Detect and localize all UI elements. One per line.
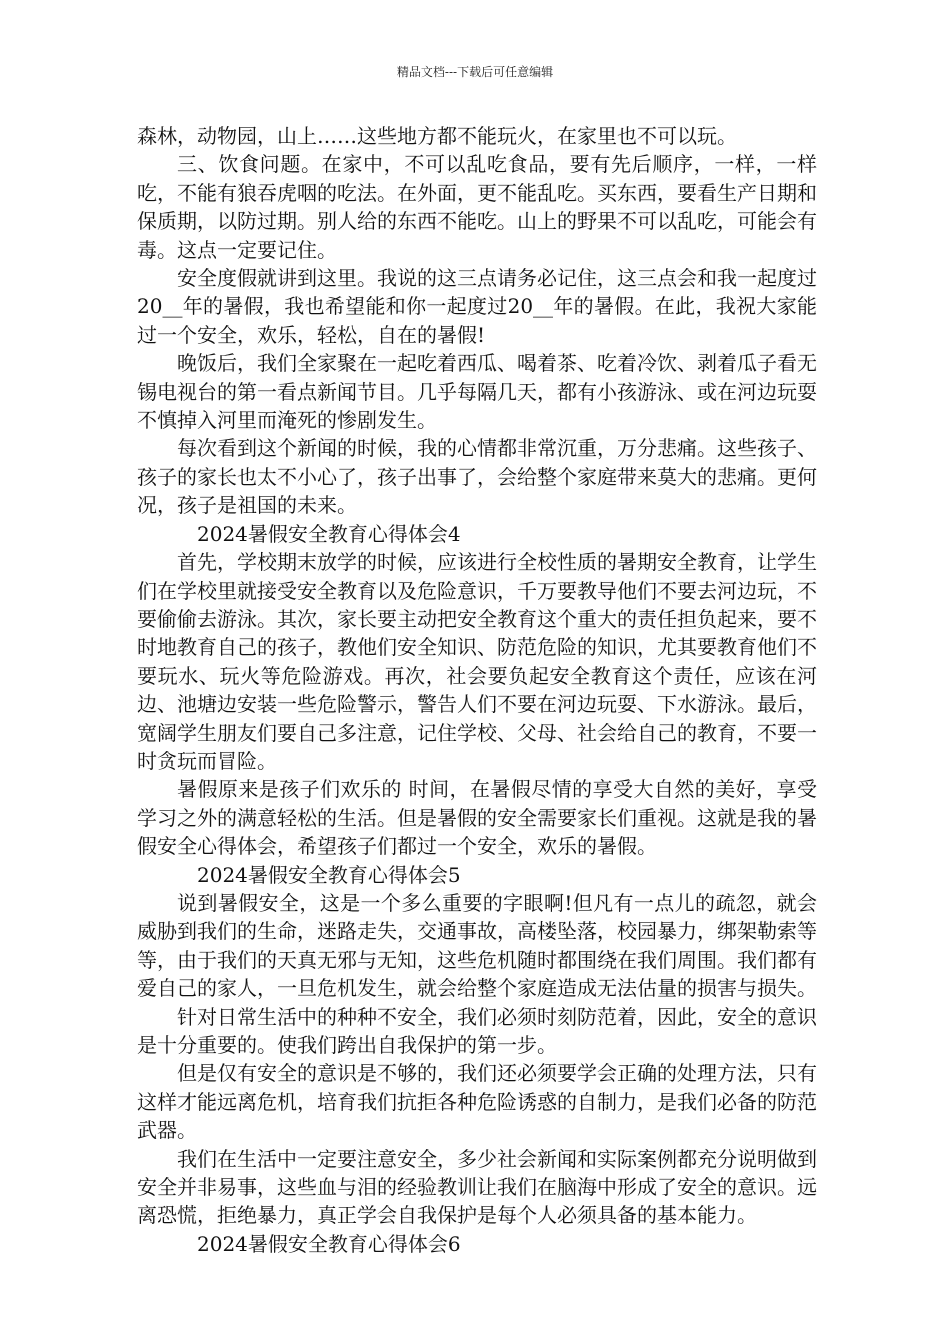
paragraph: 暑假原来是孩子们欢乐的 时间，在暑假尽情的享受大自然的美好，享受学习之外的满意轻松的生活。但是暑假的安全需要家长们重视。这就是我的暑假安全心得体会，希望孩子们都过一个安全，欢乐的暑假。 [137,777,817,859]
section-heading: 2024暑假安全教育心得体会4 [197,521,461,546]
paragraph: 我们在生活中一定要注意安全，多少社会新闻和实际案例都充分说明做到安全并非易事，这些血与泪的经验教训让我们在脑海中形成了安全的意识。远离恐慌，拒绝暴力，真正学会自我保护是每个人必须具备的基本能力。 [137,1146,817,1228]
paragraph: 针对日常生活中的种种不安全，我们必须时刻防范着，因此，安全的意识是十分重要的。使我们跨出自我保护的第一步。 [137,1004,817,1057]
paragraph: 说到暑假安全，这是一个多么重要的字眼啊!但凡有一点儿的疏忽，就会威胁到我们的生命，迷路走失，交通事故，高楼坠落，校园暴力，绑架勒索等等，由于我们的天真无邪与无知，这些危机随时都围绕在我们周围。我们都有爱自己的家人，一旦危机发生，就会给整个家庭造成无法估量的损害与损失。 [137,890,817,1001]
paragraph: 三、饮食问题。在家中，不可以乱吃食品，要有先后顺序，一样，一样吃，不能有狼吞虎咽的吃法。在外面，更不能乱吃。买东西，要看生产日期和保质期，以防过期。别人给的东西不能吃。山上的野果不可以乱吃，可能会有毒。这点一定要记住。 [137,152,817,262]
document-body [137,122,817,1258]
page-header: 精品文档---下载后可任意编辑 [396,65,554,79]
paragraph: 每次看到这个新闻的时候，我的心情都非常沉重，万分悲痛。这些孩子、孩子的家长也太不小心了，孩子出事了，会给整个家庭带来莫大的悲痛。更何况，孩子是祖国的未来。 [137,436,817,518]
paragraph: 安全度假就讲到这里。我说的这三点请务必记住，这三点会和我一起度过20__年的暑假，我也希望能和你一起度过20__年的暑假。在此，我祝大家能过一个安全，欢乐，轻松，自在的暑假! [137,266,817,347]
paragraph: 但是仅有安全的意识是不够的，我们还必须要学会正确的处理方法，只有这样才能远离危机，培育我们抗拒各种危险诱惑的自制力，是我们必备的防范武器。 [137,1061,817,1143]
paragraph: 晚饭后，我们全家聚在一起吃着西瓜、喝着茶、吃着冷饮、剥着瓜子看无锡电视台的第一看点新闻节目。几乎每隔几天，都有小孩游泳、或在河边玩耍不慎掉入河里而淹死的惨剧发生。 [137,351,817,433]
paragraph: 首先，学校期末放学的时候，应该进行全校性质的暑期安全教育，让学生们在学校里就接受安全教育以及危险意识，千万要教导他们不要去河边玩，不要偷偷去游泳。其次，家长要主动把安全教育这个重大的责任担负起来，要不时地教育自己的孩子，教他们安全知识、防范危险的知识，尤其要教育他们不要玩水、玩火等危险游戏。再次，社会要负起安全教育这个责任，应该在河边、池塘边安装一些危险警示，警告人们不要在河边玩耍、下水游泳。最后，宽阔学生朋友们要自己多注意，记住学校、父母、社会给自己的教育，不要一时贪玩而冒险。 [137,550,817,773]
paragraph: 森林，动物园，山上……这些地方都不能玩火，在家里也不可以玩。 [137,124,737,148]
section-heading: 2024暑假安全教育心得体会6 [197,1231,461,1256]
section-heading: 2024暑假安全教育心得体会5 [197,862,461,887]
